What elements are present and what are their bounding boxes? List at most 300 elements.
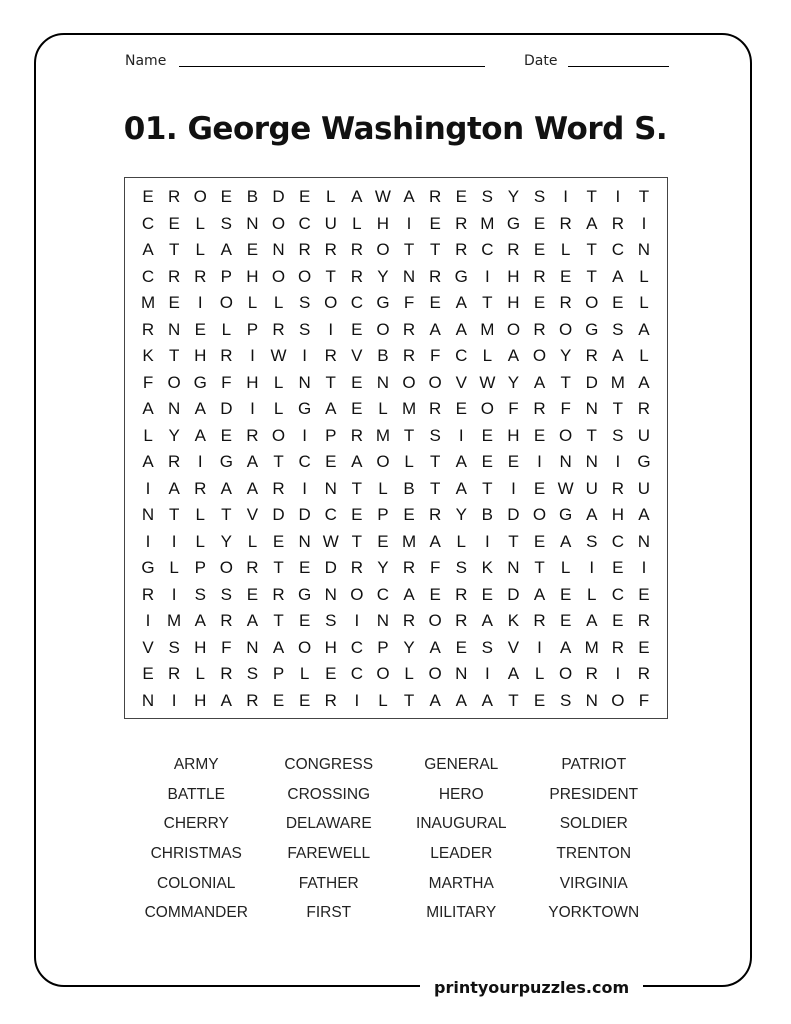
name-field[interactable]	[179, 66, 485, 67]
grid-letter[interactable]: T	[429, 452, 441, 471]
grid-letter[interactable]: N	[585, 690, 598, 710]
grid-letter[interactable]: A	[246, 611, 259, 630]
grid-letter[interactable]: A	[194, 399, 206, 418]
grid-letter[interactable]: T	[273, 558, 284, 577]
grid-letter[interactable]: R	[246, 425, 259, 445]
grid-letter[interactable]: R	[324, 690, 337, 710]
grid-letter[interactable]: T	[534, 558, 545, 577]
grid-letter[interactable]: R	[611, 213, 624, 233]
grid-letter[interactable]: T	[586, 187, 597, 206]
grid-letter[interactable]: E	[142, 187, 154, 206]
grid-letter[interactable]: R	[298, 240, 311, 259]
grid-letter[interactable]: I	[302, 346, 307, 365]
grid-letter[interactable]: A	[533, 372, 546, 392]
grid-letter[interactable]: R	[220, 346, 233, 365]
grid-letter[interactable]: T	[351, 478, 363, 498]
grid-letter[interactable]: I	[328, 319, 334, 339]
grid-letter[interactable]: R	[507, 240, 520, 259]
grid-letter[interactable]: P	[194, 558, 206, 577]
grid-letter[interactable]: M	[401, 531, 417, 551]
grid-letter[interactable]: N	[455, 664, 468, 683]
grid-letter[interactable]: O	[271, 213, 286, 233]
grid-letter[interactable]: R	[455, 240, 468, 259]
grid-letter[interactable]: I	[354, 611, 360, 630]
grid-letter[interactable]: S	[533, 187, 546, 206]
grid-letter[interactable]: E	[507, 452, 520, 471]
grid-letter[interactable]: I	[406, 213, 412, 233]
grid-letter[interactable]: K	[481, 558, 494, 577]
grid-letter[interactable]: I	[563, 187, 568, 206]
grid-letter[interactable]: R	[611, 478, 624, 498]
grid-letter[interactable]: T	[508, 690, 519, 710]
grid-letter[interactable]: E	[351, 399, 363, 418]
grid-letter[interactable]: T	[560, 372, 571, 392]
grid-letter[interactable]: C	[298, 452, 311, 471]
grid-letter[interactable]: T	[638, 187, 650, 206]
grid-letter[interactable]: O	[219, 558, 233, 577]
grid-letter[interactable]: O	[376, 664, 390, 683]
grid-letter[interactable]: T	[403, 240, 415, 259]
grid-letter[interactable]: N	[585, 452, 598, 471]
grid-letter[interactable]: L	[143, 425, 153, 445]
grid-letter[interactable]: R	[350, 425, 363, 445]
grid-letter[interactable]: T	[221, 505, 232, 524]
grid-letter[interactable]: T	[429, 478, 441, 498]
grid-letter[interactable]: O	[480, 399, 494, 418]
grid-letter[interactable]: L	[404, 664, 414, 683]
grid-letter[interactable]: R	[350, 558, 363, 577]
grid-letter[interactable]: R	[402, 346, 416, 365]
grid-letter[interactable]: S	[586, 531, 598, 551]
grid-letter[interactable]: I	[145, 531, 151, 551]
grid-letter[interactable]: I	[171, 690, 177, 710]
grid-letter[interactable]: O	[193, 187, 207, 206]
grid-letter[interactable]: R	[429, 266, 442, 286]
grid-letter[interactable]: S	[612, 425, 624, 445]
grid-letter[interactable]: U	[585, 478, 598, 498]
grid-letter[interactable]: A	[586, 611, 598, 630]
grid-letter[interactable]: C	[481, 240, 494, 259]
grid-letter[interactable]: R	[585, 664, 598, 683]
grid-letter[interactable]: O	[428, 611, 442, 630]
grid-letter[interactable]: H	[194, 346, 207, 365]
grid-letter[interactable]: N	[246, 213, 259, 233]
grid-letter[interactable]: A	[455, 452, 467, 471]
grid-letter[interactable]: A	[507, 664, 520, 683]
grid-letter[interactable]: A	[168, 478, 180, 498]
grid-letter[interactable]: I	[145, 611, 151, 630]
grid-letter[interactable]: F	[429, 558, 441, 577]
grid-letter[interactable]: N	[376, 372, 390, 392]
grid-letter[interactable]: L	[299, 664, 310, 683]
grid-letter[interactable]: A	[220, 478, 233, 498]
grid-letter[interactable]: R	[533, 266, 546, 286]
grid-letter[interactable]: E	[194, 319, 206, 339]
grid-letter[interactable]: R	[611, 637, 624, 657]
grid-letter[interactable]: U	[324, 213, 337, 233]
grid-letter[interactable]: C	[350, 293, 363, 312]
grid-letter[interactable]: E	[533, 293, 546, 312]
grid-letter[interactable]: R	[324, 346, 337, 365]
grid-letter[interactable]: R	[429, 187, 442, 206]
grid-letter[interactable]: S	[220, 213, 233, 233]
grid-letter[interactable]: T	[482, 293, 493, 312]
grid-letter[interactable]: O	[167, 372, 181, 392]
grid-letter[interactable]: L	[247, 293, 258, 312]
grid-letter[interactable]: G	[585, 319, 599, 339]
grid-letter[interactable]: S	[220, 584, 233, 604]
grid-letter[interactable]: E	[481, 425, 494, 445]
grid-letter[interactable]: T	[325, 372, 336, 392]
grid-letter[interactable]: O	[298, 637, 312, 657]
grid-letter[interactable]: E	[429, 584, 441, 604]
grid-letter[interactable]: E	[612, 293, 624, 312]
grid-letter[interactable]: T	[586, 425, 597, 445]
grid-letter[interactable]: E	[351, 372, 363, 392]
grid-letter[interactable]: L	[639, 266, 649, 286]
grid-letter[interactable]: H	[246, 266, 259, 286]
grid-letter[interactable]: G	[298, 584, 312, 604]
grid-letter[interactable]: R	[220, 664, 233, 683]
grid-letter[interactable]: R	[402, 558, 416, 577]
grid-letter[interactable]: L	[169, 558, 179, 577]
grid-letter[interactable]: I	[197, 293, 203, 312]
grid-letter[interactable]: A	[612, 346, 624, 365]
grid-letter[interactable]: I	[484, 266, 490, 286]
grid-letter[interactable]: T	[586, 266, 597, 286]
grid-letter[interactable]: A	[533, 584, 546, 604]
grid-letter[interactable]: R	[324, 240, 337, 259]
grid-letter[interactable]: I	[171, 531, 177, 551]
grid-letter[interactable]: O	[506, 319, 521, 339]
grid-letter[interactable]: C	[141, 213, 155, 233]
grid-letter[interactable]: O	[585, 293, 599, 312]
grid-letter[interactable]: R	[194, 266, 207, 286]
grid-letter[interactable]: O	[532, 346, 547, 365]
grid-letter[interactable]: E	[455, 399, 467, 418]
grid-letter[interactable]: W	[374, 187, 391, 206]
grid-letter[interactable]: A	[429, 531, 441, 551]
grid-letter[interactable]: N	[272, 240, 285, 259]
grid-letter[interactable]: V	[246, 505, 259, 524]
grid-letter[interactable]: E	[559, 266, 572, 286]
grid-letter[interactable]: A	[429, 637, 441, 657]
grid-letter[interactable]: E	[533, 425, 546, 445]
grid-letter[interactable]: M	[401, 399, 417, 418]
grid-letter[interactable]: G	[219, 452, 233, 471]
grid-letter[interactable]: A	[455, 293, 467, 312]
grid-letter[interactable]: W	[270, 346, 287, 365]
grid-letter[interactable]: E	[638, 584, 650, 604]
grid-letter[interactable]: R	[585, 346, 598, 365]
grid-letter[interactable]: I	[537, 637, 542, 657]
grid-letter[interactable]: O	[559, 319, 573, 339]
grid-letter[interactable]: I	[641, 558, 647, 577]
grid-letter[interactable]: R	[637, 399, 651, 418]
grid-letter[interactable]: N	[507, 558, 520, 577]
grid-letter[interactable]: N	[141, 505, 155, 524]
grid-letter[interactable]: Y	[455, 505, 467, 524]
grid-letter[interactable]: B	[403, 478, 415, 498]
grid-letter[interactable]: A	[246, 478, 259, 498]
grid-letter[interactable]: A	[325, 399, 337, 418]
grid-letter[interactable]: E	[168, 293, 180, 312]
grid-letter[interactable]: L	[404, 452, 414, 471]
grid-letter[interactable]: R	[350, 266, 363, 286]
grid-letter[interactable]: F	[429, 346, 441, 365]
grid-letter[interactable]: E	[559, 584, 572, 604]
grid-letter[interactable]: T	[273, 611, 284, 630]
grid-letter[interactable]: D	[220, 399, 233, 418]
grid-letter[interactable]: R	[533, 611, 546, 630]
grid-letter[interactable]: E	[638, 637, 650, 657]
grid-letter[interactable]: R	[168, 187, 181, 206]
grid-letter[interactable]: K	[507, 611, 520, 630]
grid-letter[interactable]: R	[455, 611, 468, 630]
grid-letter[interactable]: W	[557, 478, 574, 498]
grid-letter[interactable]: S	[194, 584, 206, 604]
grid-letter[interactable]: S	[298, 293, 311, 312]
grid-letter[interactable]: R	[168, 266, 181, 286]
grid-letter[interactable]: I	[511, 478, 516, 498]
grid-letter[interactable]: E	[168, 213, 180, 233]
grid-letter[interactable]: S	[168, 637, 180, 657]
grid-letter[interactable]: L	[273, 399, 284, 418]
grid-letter[interactable]: P	[377, 505, 389, 524]
grid-letter[interactable]: R	[246, 558, 259, 577]
grid-letter[interactable]: S	[481, 637, 494, 657]
grid-letter[interactable]: E	[429, 213, 441, 233]
grid-letter[interactable]: G	[559, 505, 573, 524]
grid-letter[interactable]: R	[220, 611, 233, 630]
grid-letter[interactable]: S	[246, 664, 259, 683]
grid-letter[interactable]: L	[456, 531, 466, 551]
grid-letter[interactable]: R	[455, 584, 468, 604]
grid-letter[interactable]: F	[142, 372, 154, 392]
grid-letter[interactable]: E	[220, 425, 233, 445]
grid-letter[interactable]: P	[220, 266, 233, 286]
grid-letter[interactable]: N	[376, 611, 390, 630]
grid-letter[interactable]: N	[637, 531, 651, 551]
grid-letter[interactable]: A	[142, 452, 154, 471]
grid-letter[interactable]: A	[351, 187, 363, 206]
grid-letter[interactable]: E	[481, 584, 494, 604]
grid-letter[interactable]: V	[142, 637, 154, 657]
grid-letter[interactable]: H	[611, 505, 624, 524]
grid-letter[interactable]: R	[559, 213, 572, 233]
grid-letter[interactable]: H	[194, 637, 207, 657]
grid-letter[interactable]: A	[638, 505, 650, 524]
grid-letter[interactable]: L	[195, 531, 205, 551]
grid-letter[interactable]: K	[142, 346, 154, 365]
grid-letter[interactable]: A	[142, 240, 154, 259]
grid-letter[interactable]: E	[533, 213, 546, 233]
grid-letter[interactable]: T	[612, 399, 624, 418]
grid-letter[interactable]: O	[559, 664, 573, 683]
grid-letter[interactable]: R	[141, 584, 155, 604]
grid-letter[interactable]: E	[612, 611, 624, 630]
grid-letter[interactable]: E	[533, 240, 546, 259]
grid-letter[interactable]: E	[351, 505, 363, 524]
grid-letter[interactable]: O	[611, 690, 625, 710]
grid-letter[interactable]: I	[197, 452, 203, 471]
grid-letter[interactable]: O	[402, 372, 416, 392]
grid-letter[interactable]: E	[559, 611, 572, 630]
grid-letter[interactable]: E	[351, 319, 363, 339]
grid-letter[interactable]: A	[586, 505, 598, 524]
grid-letter[interactable]: L	[352, 213, 362, 233]
grid-letter[interactable]: F	[638, 690, 650, 710]
grid-letter[interactable]: E	[481, 452, 494, 471]
grid-letter[interactable]: N	[168, 399, 181, 418]
grid-letter[interactable]: R	[637, 611, 651, 630]
grid-letter[interactable]: O	[271, 266, 286, 286]
grid-letter[interactable]: S	[481, 187, 494, 206]
grid-letter[interactable]: Y	[377, 266, 389, 286]
grid-letter[interactable]: L	[195, 664, 205, 683]
grid-letter[interactable]: I	[615, 187, 621, 206]
grid-letter[interactable]: G	[298, 399, 312, 418]
date-field[interactable]	[568, 66, 669, 67]
grid-letter[interactable]: R	[272, 478, 285, 498]
grid-letter[interactable]: A	[612, 266, 624, 286]
grid-letter[interactable]: M	[140, 293, 156, 312]
grid-letter[interactable]: A	[481, 690, 494, 710]
grid-letter[interactable]: I	[302, 478, 307, 498]
grid-letter[interactable]: N	[246, 637, 259, 657]
grid-letter[interactable]: A	[638, 372, 650, 392]
grid-letter[interactable]: A	[559, 637, 572, 657]
grid-letter[interactable]: F	[508, 399, 519, 418]
grid-letter[interactable]: G	[193, 372, 207, 392]
grid-letter[interactable]: F	[221, 637, 232, 657]
grid-letter[interactable]: E	[325, 452, 337, 471]
grid-letter[interactable]: N	[324, 584, 337, 604]
grid-letter[interactable]: C	[350, 637, 363, 657]
grid-letter[interactable]: T	[482, 478, 493, 498]
grid-letter[interactable]: A	[455, 478, 467, 498]
grid-letter[interactable]: A	[246, 452, 259, 471]
grid-letter[interactable]: L	[326, 187, 336, 206]
grid-letter[interactable]: O	[376, 452, 390, 471]
grid-letter[interactable]: I	[458, 425, 464, 445]
grid-letter[interactable]: R	[429, 399, 442, 418]
grid-letter[interactable]: L	[560, 240, 571, 259]
grid-letter[interactable]: M	[480, 319, 495, 339]
grid-letter[interactable]: N	[585, 399, 598, 418]
grid-letter[interactable]: Y	[559, 346, 572, 365]
grid-letter[interactable]: N	[637, 240, 651, 259]
grid-letter[interactable]: S	[429, 425, 441, 445]
grid-letter[interactable]: O	[532, 505, 547, 524]
grid-letter[interactable]: P	[325, 425, 337, 445]
grid-letter[interactable]: A	[455, 690, 467, 710]
grid-letter[interactable]: E	[612, 558, 624, 577]
grid-letter[interactable]: I	[145, 478, 151, 498]
grid-letter[interactable]: D	[298, 505, 311, 524]
grid-letter[interactable]: E	[455, 187, 467, 206]
grid-letter[interactable]: A	[272, 637, 285, 657]
grid-letter[interactable]: O	[219, 293, 233, 312]
grid-letter[interactable]: R	[402, 611, 416, 630]
grid-letter[interactable]: A	[586, 213, 598, 233]
grid-letter[interactable]: A	[194, 611, 206, 630]
grid-letter[interactable]: T	[168, 505, 180, 524]
grid-letter[interactable]: L	[221, 319, 232, 339]
grid-letter[interactable]: O	[376, 319, 390, 339]
grid-letter[interactable]: A	[142, 399, 154, 418]
grid-letter[interactable]: I	[250, 346, 255, 365]
grid-letter[interactable]: I	[589, 558, 595, 577]
grid-letter[interactable]: R	[272, 319, 285, 339]
grid-letter[interactable]: L	[639, 346, 649, 365]
grid-letter[interactable]: M	[584, 637, 599, 657]
grid-letter[interactable]: E	[298, 558, 311, 577]
grid-letter[interactable]: I	[484, 531, 490, 551]
grid-letter[interactable]: H	[246, 372, 259, 392]
grid-letter[interactable]: Y	[168, 425, 180, 445]
grid-letter[interactable]: O	[271, 425, 286, 445]
grid-letter[interactable]: L	[534, 664, 545, 683]
grid-letter[interactable]: R	[168, 664, 181, 683]
grid-letter[interactable]: M	[610, 372, 625, 392]
grid-letter[interactable]: H	[194, 690, 207, 710]
grid-letter[interactable]: C	[324, 505, 337, 524]
grid-letter[interactable]: C	[611, 240, 624, 259]
grid-letter[interactable]: R	[559, 293, 572, 312]
grid-letter[interactable]: Y	[403, 637, 415, 657]
grid-letter[interactable]: C	[455, 346, 468, 365]
grid-letter[interactable]: O	[298, 266, 312, 286]
grid-letter[interactable]: L	[378, 690, 388, 710]
grid-letter[interactable]: E	[377, 531, 389, 551]
grid-letter[interactable]: Y	[507, 187, 520, 206]
grid-letter[interactable]: E	[429, 293, 441, 312]
grid-letter[interactable]: U	[637, 425, 651, 445]
grid-letter[interactable]: P	[377, 637, 389, 657]
grid-letter[interactable]: R	[246, 690, 259, 710]
grid-letter[interactable]: E	[298, 187, 311, 206]
grid-letter[interactable]: I	[354, 690, 360, 710]
grid-letter[interactable]: A	[351, 452, 363, 471]
grid-letter[interactable]: H	[507, 293, 520, 312]
grid-letter[interactable]: R	[429, 505, 442, 524]
grid-letter[interactable]: T	[508, 531, 519, 551]
grid-letter[interactable]: C	[376, 584, 390, 604]
grid-letter[interactable]: C	[611, 531, 624, 551]
grid-letter[interactable]: L	[482, 346, 493, 365]
grid-letter[interactable]: E	[246, 240, 259, 259]
grid-letter[interactable]: S	[559, 690, 572, 710]
grid-letter[interactable]: T	[586, 240, 597, 259]
grid-letter[interactable]: F	[221, 372, 232, 392]
grid-letter[interactable]: L	[378, 478, 388, 498]
grid-letter[interactable]: N	[168, 319, 181, 339]
grid-letter[interactable]: A	[429, 319, 441, 339]
grid-letter[interactable]: D	[507, 505, 520, 524]
grid-letter[interactable]: R	[350, 240, 363, 259]
grid-letter[interactable]: A	[638, 319, 650, 339]
grid-letter[interactable]: Y	[507, 372, 520, 392]
grid-letter[interactable]: U	[637, 478, 651, 498]
grid-letter[interactable]: T	[429, 240, 441, 259]
grid-letter[interactable]: T	[168, 346, 180, 365]
grid-letter[interactable]: T	[168, 240, 180, 259]
grid-letter[interactable]: A	[194, 425, 206, 445]
grid-letter[interactable]: C	[350, 664, 363, 683]
grid-letter[interactable]: P	[246, 319, 259, 339]
grid-letter[interactable]: D	[272, 187, 285, 206]
